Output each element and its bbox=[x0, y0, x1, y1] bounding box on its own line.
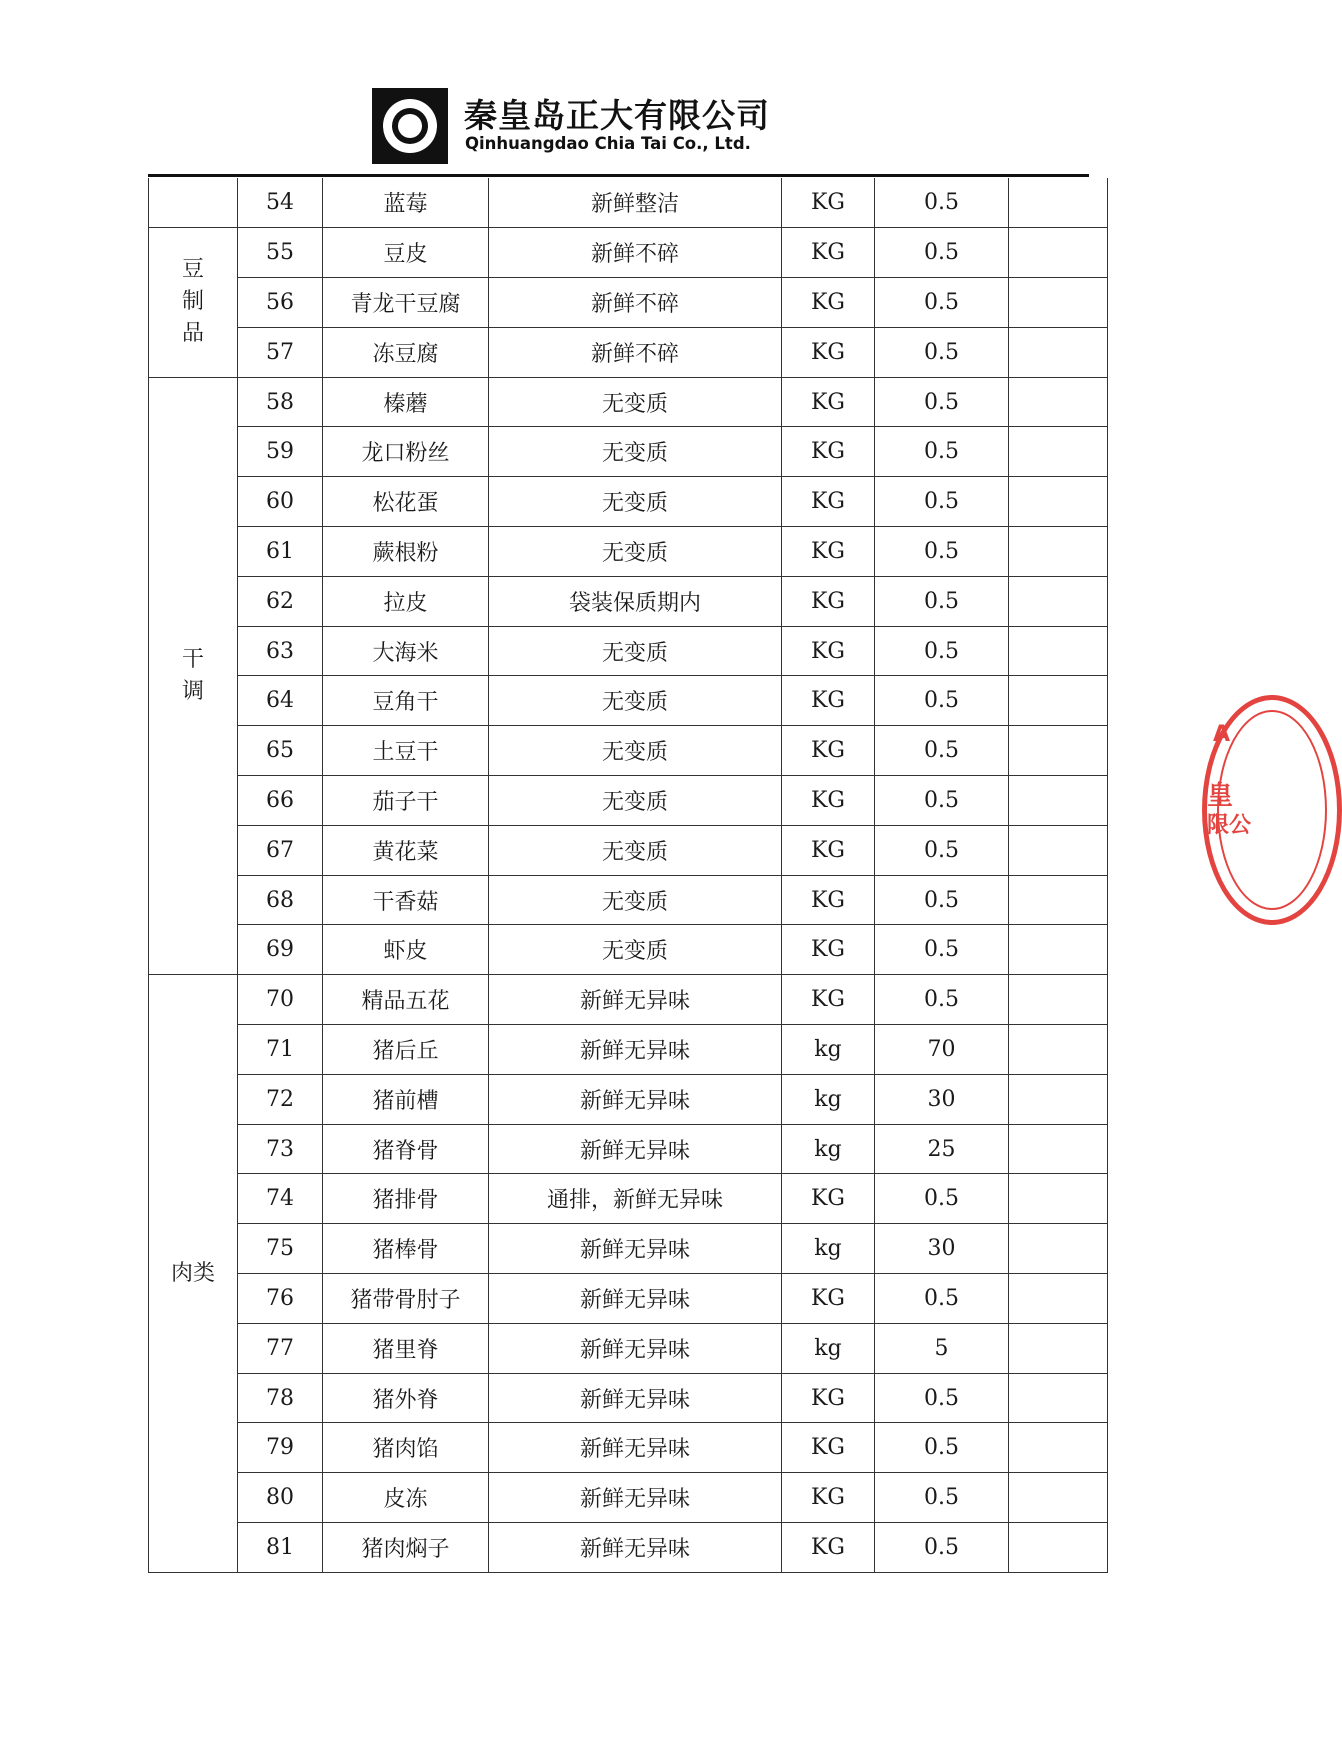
remarks-cell bbox=[1009, 1025, 1108, 1075]
item-name: 茄子干 bbox=[323, 776, 489, 826]
item-number: 80 bbox=[238, 1473, 323, 1523]
quantity: 0.5 bbox=[875, 875, 1009, 925]
quantity: 0.5 bbox=[875, 1174, 1009, 1224]
item-name: 猪前槽 bbox=[323, 1074, 489, 1124]
table-row bbox=[149, 676, 1108, 726]
item-name: 猪脊骨 bbox=[323, 1124, 489, 1174]
company-name-cn: 秦皇岛正大有限公司 bbox=[464, 96, 770, 135]
company-name-en: Qinhuangdao Chia Tai Co., Ltd. bbox=[465, 134, 751, 153]
item-name: 精品五花 bbox=[323, 975, 489, 1025]
table-row bbox=[149, 626, 1108, 676]
remarks-cell bbox=[1009, 228, 1108, 278]
seal-text-1: A bbox=[1213, 722, 1231, 747]
unit: KG bbox=[782, 626, 875, 676]
quality-standard: 新鲜无异味 bbox=[489, 975, 782, 1025]
quantity: 0.5 bbox=[875, 178, 1009, 228]
table-row bbox=[149, 975, 1108, 1025]
quality-standard: 新鲜无异味 bbox=[489, 1323, 782, 1373]
quantity: 0.5 bbox=[875, 477, 1009, 527]
remarks-cell bbox=[1009, 726, 1108, 776]
item-number: 67 bbox=[238, 825, 323, 875]
table-body bbox=[149, 178, 1108, 1572]
quality-standard: 新鲜不碎 bbox=[489, 278, 782, 328]
quantity: 0.5 bbox=[875, 1423, 1009, 1473]
item-number: 59 bbox=[238, 427, 323, 477]
remarks-cell bbox=[1009, 377, 1108, 427]
unit: KG bbox=[782, 676, 875, 726]
quantity: 0.5 bbox=[875, 1373, 1009, 1423]
unit: KG bbox=[782, 228, 875, 278]
item-name: 皮冻 bbox=[323, 1473, 489, 1523]
item-name: 猪棒骨 bbox=[323, 1224, 489, 1274]
item-number: 75 bbox=[238, 1224, 323, 1274]
seal-text-3: 限公 bbox=[1207, 813, 1252, 838]
table-row bbox=[149, 1274, 1108, 1324]
quantity: 0.5 bbox=[875, 527, 1009, 577]
quality-standard: 新鲜无异味 bbox=[489, 1025, 782, 1075]
company-logo-icon bbox=[372, 88, 448, 164]
item-name: 猪里脊 bbox=[323, 1323, 489, 1373]
unit: KG bbox=[782, 1373, 875, 1423]
remarks-cell bbox=[1009, 1274, 1108, 1324]
unit: KG bbox=[782, 327, 875, 377]
quantity: 0.5 bbox=[875, 626, 1009, 676]
item-name: 猪肉馅 bbox=[323, 1423, 489, 1473]
quality-standard: 无变质 bbox=[489, 626, 782, 676]
item-name: 龙口粉丝 bbox=[323, 427, 489, 477]
item-name: 猪肉焖子 bbox=[323, 1523, 489, 1573]
item-name: 大海米 bbox=[323, 626, 489, 676]
remarks-cell bbox=[1009, 776, 1108, 826]
table-row bbox=[149, 327, 1108, 377]
table-row bbox=[149, 1025, 1108, 1075]
table-row bbox=[149, 776, 1108, 826]
procurement-table bbox=[148, 178, 1108, 1573]
table-row bbox=[149, 278, 1108, 328]
item-number: 63 bbox=[238, 626, 323, 676]
remarks-cell bbox=[1009, 178, 1108, 228]
table-row bbox=[149, 576, 1108, 626]
remarks-cell bbox=[1009, 477, 1108, 527]
quality-standard: 无变质 bbox=[489, 676, 782, 726]
table-row bbox=[149, 1523, 1108, 1573]
item-name: 猪带骨肘子 bbox=[323, 1274, 489, 1324]
quantity: 0.5 bbox=[875, 327, 1009, 377]
item-number: 60 bbox=[238, 477, 323, 527]
item-number: 78 bbox=[238, 1373, 323, 1423]
remarks-cell bbox=[1009, 1224, 1108, 1274]
remarks-cell bbox=[1009, 825, 1108, 875]
table-row bbox=[149, 477, 1108, 527]
category-label: 豆制品 bbox=[181, 257, 204, 347]
item-name: 拉皮 bbox=[323, 576, 489, 626]
table-row bbox=[149, 1074, 1108, 1124]
remarks-cell bbox=[1009, 427, 1108, 477]
quantity: 0.5 bbox=[875, 278, 1009, 328]
item-number: 69 bbox=[238, 925, 323, 975]
unit: KG bbox=[782, 278, 875, 328]
unit: KG bbox=[782, 1423, 875, 1473]
quantity: 0.5 bbox=[875, 975, 1009, 1025]
item-name: 青龙干豆腐 bbox=[323, 278, 489, 328]
unit: KG bbox=[782, 726, 875, 776]
quality-standard: 新鲜不碎 bbox=[489, 228, 782, 278]
remarks-cell bbox=[1009, 626, 1108, 676]
table-row bbox=[149, 427, 1108, 477]
quality-standard: 新鲜无异味 bbox=[489, 1423, 782, 1473]
header-divider bbox=[148, 174, 1089, 177]
category-cell bbox=[149, 178, 238, 228]
item-name: 猪排骨 bbox=[323, 1174, 489, 1224]
table-row bbox=[149, 726, 1108, 776]
quality-standard: 新鲜不碎 bbox=[489, 327, 782, 377]
quantity: 0.5 bbox=[875, 228, 1009, 278]
quality-standard: 无变质 bbox=[489, 875, 782, 925]
table-row bbox=[149, 1423, 1108, 1473]
item-number: 57 bbox=[238, 327, 323, 377]
quantity: 0.5 bbox=[875, 726, 1009, 776]
unit: kg bbox=[782, 1074, 875, 1124]
item-number: 66 bbox=[238, 776, 323, 826]
company-seal-stamp bbox=[1202, 695, 1342, 925]
remarks-cell bbox=[1009, 925, 1108, 975]
item-number: 54 bbox=[238, 178, 323, 228]
unit: KG bbox=[782, 925, 875, 975]
table-row bbox=[149, 1373, 1108, 1423]
item-number: 58 bbox=[238, 377, 323, 427]
quantity: 30 bbox=[875, 1224, 1009, 1274]
unit: KG bbox=[782, 1523, 875, 1573]
unit: KG bbox=[782, 1174, 875, 1224]
unit: KG bbox=[782, 377, 875, 427]
item-number: 56 bbox=[238, 278, 323, 328]
remarks-cell bbox=[1009, 1074, 1108, 1124]
quantity: 25 bbox=[875, 1124, 1009, 1174]
unit: KG bbox=[782, 825, 875, 875]
table-row bbox=[149, 1323, 1108, 1373]
item-number: 74 bbox=[238, 1174, 323, 1224]
unit: KG bbox=[782, 1473, 875, 1523]
item-name: 虾皮 bbox=[323, 925, 489, 975]
quality-standard: 新鲜无异味 bbox=[489, 1224, 782, 1274]
item-number: 76 bbox=[238, 1274, 323, 1324]
quality-standard: 新鲜无异味 bbox=[489, 1124, 782, 1174]
seal-text-2: 皇 bbox=[1207, 781, 1234, 811]
quantity: 0.5 bbox=[875, 825, 1009, 875]
unit: kg bbox=[782, 1124, 875, 1174]
category-cell bbox=[149, 975, 238, 1573]
quality-standard: 新鲜无异味 bbox=[489, 1074, 782, 1124]
quality-standard: 无变质 bbox=[489, 776, 782, 826]
table-row bbox=[149, 527, 1108, 577]
table-row bbox=[149, 925, 1108, 975]
unit: kg bbox=[782, 1323, 875, 1373]
quality-standard: 通排，新鲜无异味 bbox=[489, 1174, 782, 1224]
remarks-cell bbox=[1009, 1473, 1108, 1523]
remarks-cell bbox=[1009, 278, 1108, 328]
remarks-cell bbox=[1009, 676, 1108, 726]
item-number: 61 bbox=[238, 527, 323, 577]
item-name: 猪外脊 bbox=[323, 1373, 489, 1423]
quantity: 0.5 bbox=[875, 377, 1009, 427]
quality-standard: 无变质 bbox=[489, 477, 782, 527]
unit: KG bbox=[782, 776, 875, 826]
remarks-cell bbox=[1009, 1523, 1108, 1573]
quantity: 0.5 bbox=[875, 1473, 1009, 1523]
item-name: 豆角干 bbox=[323, 676, 489, 726]
item-number: 65 bbox=[238, 726, 323, 776]
table-row bbox=[149, 377, 1108, 427]
item-number: 62 bbox=[238, 576, 323, 626]
table-row bbox=[149, 1473, 1108, 1523]
category-cell bbox=[149, 377, 238, 975]
quality-standard: 无变质 bbox=[489, 825, 782, 875]
quality-standard: 无变质 bbox=[489, 925, 782, 975]
quality-standard: 新鲜无异味 bbox=[489, 1274, 782, 1324]
remarks-cell bbox=[1009, 1423, 1108, 1473]
unit: KG bbox=[782, 875, 875, 925]
quality-standard: 无变质 bbox=[489, 427, 782, 477]
unit: kg bbox=[782, 1025, 875, 1075]
remarks-cell bbox=[1009, 1174, 1108, 1224]
item-number: 73 bbox=[238, 1124, 323, 1174]
unit: kg bbox=[782, 1224, 875, 1274]
remarks-cell bbox=[1009, 1124, 1108, 1174]
quantity: 0.5 bbox=[875, 1274, 1009, 1324]
quality-standard: 新鲜整洁 bbox=[489, 178, 782, 228]
item-number: 71 bbox=[238, 1025, 323, 1075]
item-number: 81 bbox=[238, 1523, 323, 1573]
quality-standard: 新鲜无异味 bbox=[489, 1523, 782, 1573]
item-name: 蕨根粉 bbox=[323, 527, 489, 577]
quality-standard: 无变质 bbox=[489, 527, 782, 577]
category-cell bbox=[149, 228, 238, 377]
item-name: 猪后丘 bbox=[323, 1025, 489, 1075]
remarks-cell bbox=[1009, 327, 1108, 377]
remarks-cell bbox=[1009, 527, 1108, 577]
quality-standard: 袋装保质期内 bbox=[489, 576, 782, 626]
item-number: 68 bbox=[238, 875, 323, 925]
unit: KG bbox=[782, 178, 875, 228]
quality-standard: 新鲜无异味 bbox=[489, 1473, 782, 1523]
item-name: 榛蘑 bbox=[323, 377, 489, 427]
item-number: 77 bbox=[238, 1323, 323, 1373]
quantity: 0.5 bbox=[875, 925, 1009, 975]
item-number: 72 bbox=[238, 1074, 323, 1124]
unit: KG bbox=[782, 576, 875, 626]
quality-standard: 新鲜无异味 bbox=[489, 1373, 782, 1423]
remarks-cell bbox=[1009, 1323, 1108, 1373]
item-name: 松花蛋 bbox=[323, 477, 489, 527]
item-number: 70 bbox=[238, 975, 323, 1025]
item-number: 79 bbox=[238, 1423, 323, 1473]
item-name: 黄花菜 bbox=[323, 825, 489, 875]
table-row bbox=[149, 1224, 1108, 1274]
quantity: 5 bbox=[875, 1323, 1009, 1373]
quantity: 0.5 bbox=[875, 427, 1009, 477]
quantity: 0.5 bbox=[875, 1523, 1009, 1573]
remarks-cell bbox=[1009, 975, 1108, 1025]
item-name: 蓝莓 bbox=[323, 178, 489, 228]
category-label: 干调 bbox=[181, 646, 204, 704]
unit: KG bbox=[782, 427, 875, 477]
item-name: 豆皮 bbox=[323, 228, 489, 278]
quantity: 70 bbox=[875, 1025, 1009, 1075]
item-name: 土豆干 bbox=[323, 726, 489, 776]
table-row bbox=[149, 228, 1108, 278]
remarks-cell bbox=[1009, 875, 1108, 925]
quality-standard: 无变质 bbox=[489, 377, 782, 427]
quantity: 30 bbox=[875, 1074, 1009, 1124]
quality-standard: 无变质 bbox=[489, 726, 782, 776]
quantity: 0.5 bbox=[875, 776, 1009, 826]
table-row bbox=[149, 825, 1108, 875]
item-number: 64 bbox=[238, 676, 323, 726]
item-number: 55 bbox=[238, 228, 323, 278]
category-label: 肉类 bbox=[170, 1260, 215, 1286]
table-row bbox=[149, 1174, 1108, 1224]
unit: KG bbox=[782, 527, 875, 577]
remarks-cell bbox=[1009, 576, 1108, 626]
quantity: 0.5 bbox=[875, 576, 1009, 626]
item-name: 冻豆腐 bbox=[323, 327, 489, 377]
unit: KG bbox=[782, 477, 875, 527]
unit: KG bbox=[782, 975, 875, 1025]
table-row bbox=[149, 178, 1108, 228]
quantity: 0.5 bbox=[875, 676, 1009, 726]
item-name: 干香菇 bbox=[323, 875, 489, 925]
table-row bbox=[149, 875, 1108, 925]
unit: KG bbox=[782, 1274, 875, 1324]
table-row bbox=[149, 1124, 1108, 1174]
remarks-cell bbox=[1009, 1373, 1108, 1423]
